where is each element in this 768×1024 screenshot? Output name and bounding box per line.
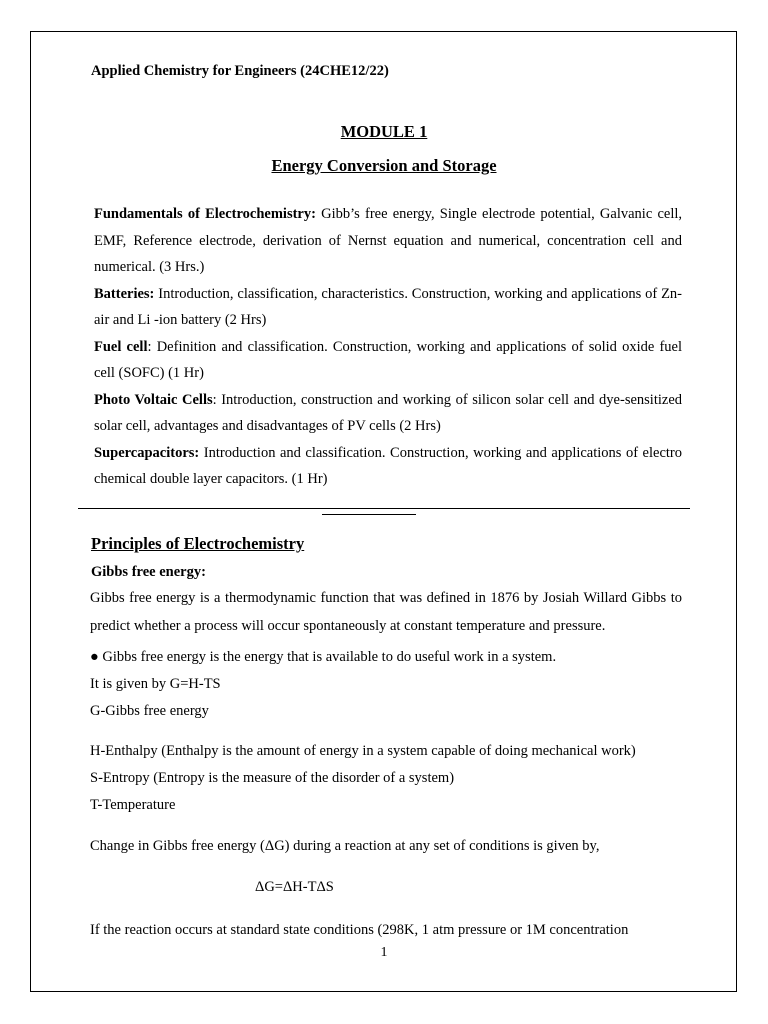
syllabus-term: Fuel cell [94,338,148,355]
change-gibbs-text: Change in Gibbs free energy (ΔG) during a reaction at any set of conditions is given by, [90,838,600,854]
syllabus-text: Introduction, classification, characteristics. Construction, working and applications of Zn- air and Li -ion battery (2 Hrs) [94,285,682,328]
syllabus-item [94,387,682,440]
module-subtitle: Energy Conversion and Storage [271,156,497,175]
syllabus-text: Introduction and classification. Construction, working and applications of electro chemical double layer capacitors. (1 Hr) [94,444,682,487]
subsection-heading: Gibbs free energy: [91,564,206,580]
standard-state-text: If the reaction occurs at standard state conditions (298K, 1 atm pressure or 1M concentration [90,922,629,938]
h-definition: H-Enthalpy (Enthalpy is the amount of energy in a system capable of doing mechanical work) [90,743,636,759]
syllabus-section [94,201,682,493]
gibbs-definition: Gibbs free energy is a thermodynamic function that was defined in 1876 by Josiah Willard Gibbs to predict whether a process will occur spontaneously at constant temperature and pressure. [90,590,682,634]
course-header: Applied Chemistry for Engineers (24CHE12/22) [91,63,389,79]
section-title: Principles of Electrochemistry [91,534,305,553]
bullet-point: ● Gibbs free energy is the energy that is available to do useful work in a system. [90,649,557,665]
page-number: 1 [380,945,388,960]
s-definition: S-Entropy (Entropy is the measure of the disorder of a system) [90,770,455,786]
syllabus-item [94,281,682,334]
syllabus-term: Fundamentals of Electrochemistry: [94,206,316,222]
syllabus-item [94,440,682,493]
syllabus-item [94,201,682,281]
given-by-line: It is given by G=H-TS [90,676,221,692]
syllabus-text: : Introduction, construction and working of silicon solar cell and dye-sensitized solar cell, advantages and disadvantages of PV cells (2 Hrs) [94,391,683,434]
section-divider [78,508,690,509]
syllabus-text: Gibb’s free energy, Single electrode potential, Galvanic cell, EMF, Reference electrode, derivation of Nernst equation and numerical, concentration cell and numerical. (3 Hrs.) [94,206,682,275]
g-definition: G-Gibbs free energy [90,703,209,719]
syllabus-text: : Definition and classification. Construction, working and applications of solid oxide fuel cell (SOFC) (1 Hr) [94,338,682,381]
gibbs-equation: ΔG=ΔH-TΔS [255,879,334,895]
syllabus-term: Photo Voltaic Cells [94,391,213,408]
module-title: MODULE 1 [340,122,428,141]
t-definition: T-Temperature [90,797,176,813]
section-divider-short [322,514,416,515]
syllabus-term: Supercapacitors: [94,444,200,461]
syllabus-item [94,334,682,387]
syllabus-term: Batteries: [94,285,155,302]
